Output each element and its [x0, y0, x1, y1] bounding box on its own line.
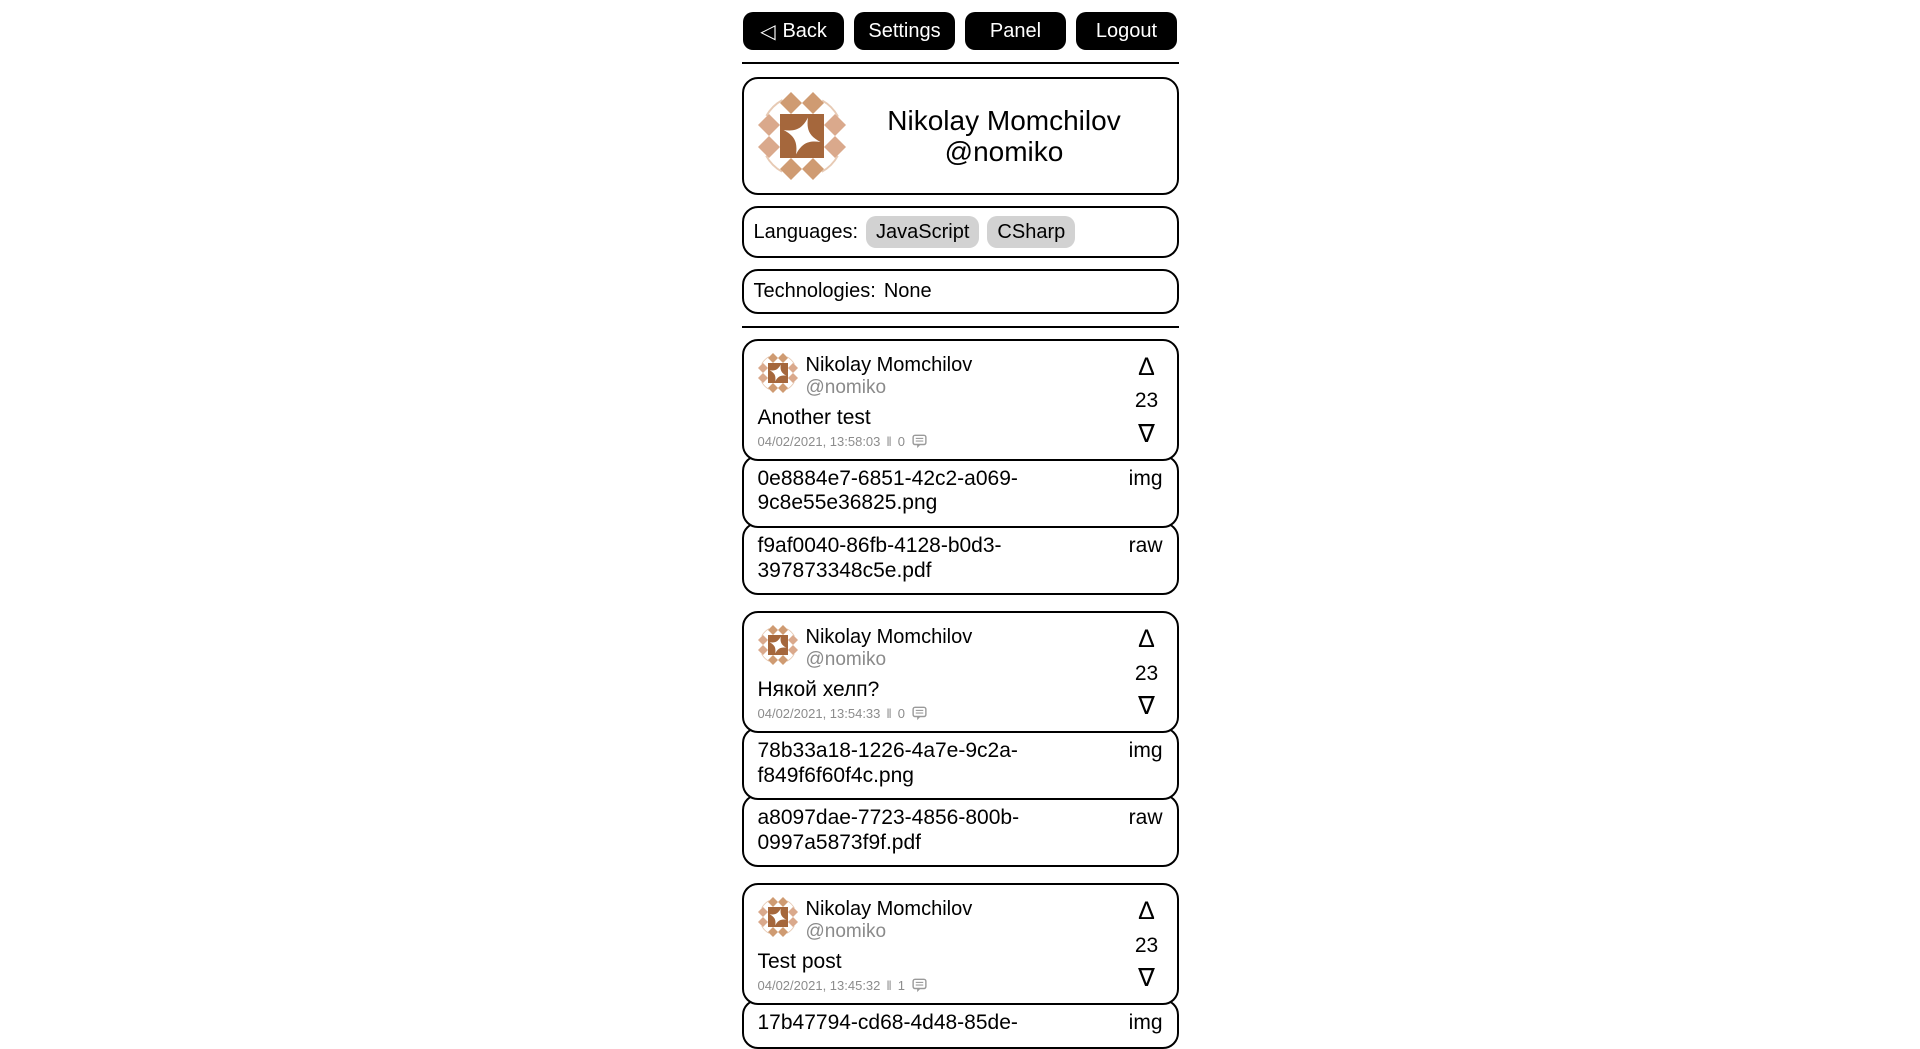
comment-bubble-icon	[912, 978, 927, 993]
post-timestamp: 04/02/2021, 13:54:33	[757, 706, 881, 722]
post-group	[742, 611, 1179, 867]
post-header	[758, 353, 1163, 399]
post-timestamp: 04/02/2021, 13:45:32	[757, 978, 881, 994]
profile-name: Nikolay Momchilov	[887, 104, 1121, 136]
attachment-row[interactable]	[742, 794, 1179, 867]
attachment-row[interactable]	[742, 522, 1179, 595]
languages-card	[742, 206, 1179, 258]
attachment-type-label: img	[1128, 466, 1163, 490]
back-button-label: Back	[782, 19, 827, 42]
post-card[interactable]	[742, 883, 1179, 1005]
profile-handle: @nomiko	[944, 136, 1064, 167]
post-timestamp: 04/02/2021, 13:58:03	[757, 433, 881, 449]
comment-count: 1	[897, 978, 905, 994]
attachment-row[interactable]	[742, 455, 1179, 528]
comment-count: 0	[897, 706, 905, 722]
post-group	[742, 883, 1179, 1049]
back-button[interactable]	[743, 12, 844, 50]
meta-separator: ‖	[886, 978, 892, 994]
post-author-avatar	[758, 897, 798, 937]
post-title: Another test	[757, 405, 871, 429]
post-header	[758, 625, 1163, 671]
logout-button-label: Logout	[1095, 19, 1158, 42]
post-author-block	[806, 897, 973, 943]
vote-score: 23	[1134, 933, 1159, 957]
post-author-block	[806, 353, 973, 399]
vote-column	[1129, 627, 1165, 719]
language-tag-javascript: JavaScript	[866, 216, 979, 248]
meta-separator: ‖	[886, 706, 892, 722]
attachment-filename: 17b47794-cd68-4d48-85de-	[757, 1011, 1018, 1035]
post-meta	[758, 978, 1163, 993]
upvote-button[interactable]: Δ	[1138, 897, 1155, 926]
vote-column	[1129, 899, 1165, 991]
panel-button-label: Panel	[989, 19, 1042, 42]
language-tag-csharp: CSharp	[987, 216, 1075, 248]
attachment-type-label: img	[1128, 739, 1163, 763]
post-author-avatar	[758, 625, 798, 665]
post-group	[742, 339, 1179, 595]
attachment-type-label: raw	[1128, 534, 1163, 558]
downvote-button[interactable]: ∇	[1138, 964, 1155, 993]
post-author-name: Nikolay Momchilov	[805, 626, 973, 649]
vote-score: 23	[1134, 389, 1159, 413]
post-author-block	[806, 625, 973, 671]
logout-button[interactable]	[1076, 12, 1177, 50]
post-author-name: Nikolay Momchilov	[805, 898, 973, 921]
attachment-filename: f9af0040-86fb-4128-b0d3-397873348c5e.pdf	[757, 534, 1002, 582]
upvote-button[interactable]: Δ	[1138, 353, 1155, 381]
panel-button[interactable]	[965, 12, 1066, 50]
post-meta	[758, 434, 1163, 449]
settings-button[interactable]	[854, 12, 955, 50]
posts-divider	[742, 326, 1179, 328]
technologies-card	[742, 269, 1179, 314]
post-card[interactable]	[742, 339, 1179, 461]
profile-names	[846, 105, 1163, 168]
settings-button-label: Settings	[868, 19, 941, 42]
post-meta	[758, 706, 1163, 721]
top-divider	[742, 62, 1179, 64]
attachment-filename: 78b33a18-1226-4a7e-9c2a-f849f6f60f4c.png	[757, 739, 1018, 787]
post-header	[758, 897, 1163, 943]
upvote-button[interactable]: Δ	[1138, 625, 1155, 654]
back-arrow-icon: ◁	[760, 20, 776, 43]
post-author-avatar	[758, 353, 798, 393]
downvote-button[interactable]: ∇	[1138, 692, 1155, 721]
technologies-label: Technologies:	[753, 280, 876, 302]
post-title: Test post	[757, 950, 842, 974]
attachment-type-label: img	[1128, 1011, 1163, 1035]
profile-card	[742, 77, 1179, 195]
profile-avatar	[758, 92, 846, 180]
comment-bubble-icon	[912, 434, 927, 449]
page-content	[742, 0, 1179, 1049]
post-author-handle: @nomiko	[805, 649, 887, 671]
languages-label: Languages:	[753, 220, 859, 243]
attachment-row[interactable]	[742, 999, 1179, 1049]
vote-score: 23	[1134, 661, 1159, 685]
post-author-handle: @nomiko	[805, 377, 887, 398]
attachment-filename: 0e8884e7-6851-42c2-a069-9c8e55e36825.png	[757, 466, 1018, 515]
meta-separator: ‖	[886, 433, 892, 449]
post-author-name: Nikolay Momchilov	[805, 354, 973, 376]
post-author-handle: @nomiko	[805, 921, 887, 943]
attachment-type-label: raw	[1128, 806, 1163, 830]
post-card[interactable]	[742, 611, 1179, 733]
technologies-value: None	[883, 280, 932, 302]
post-title: Някой хелп?	[757, 678, 880, 702]
downvote-button[interactable]: ∇	[1138, 419, 1155, 448]
comment-count: 0	[897, 433, 905, 449]
posts-list	[742, 339, 1179, 1049]
attachment-row[interactable]	[742, 727, 1179, 800]
top-nav	[742, 12, 1179, 50]
comment-bubble-icon	[912, 706, 927, 721]
vote-column	[1129, 355, 1165, 447]
attachment-filename: a8097dae-7723-4856-800b-0997a5873f9f.pdf	[757, 806, 1020, 854]
